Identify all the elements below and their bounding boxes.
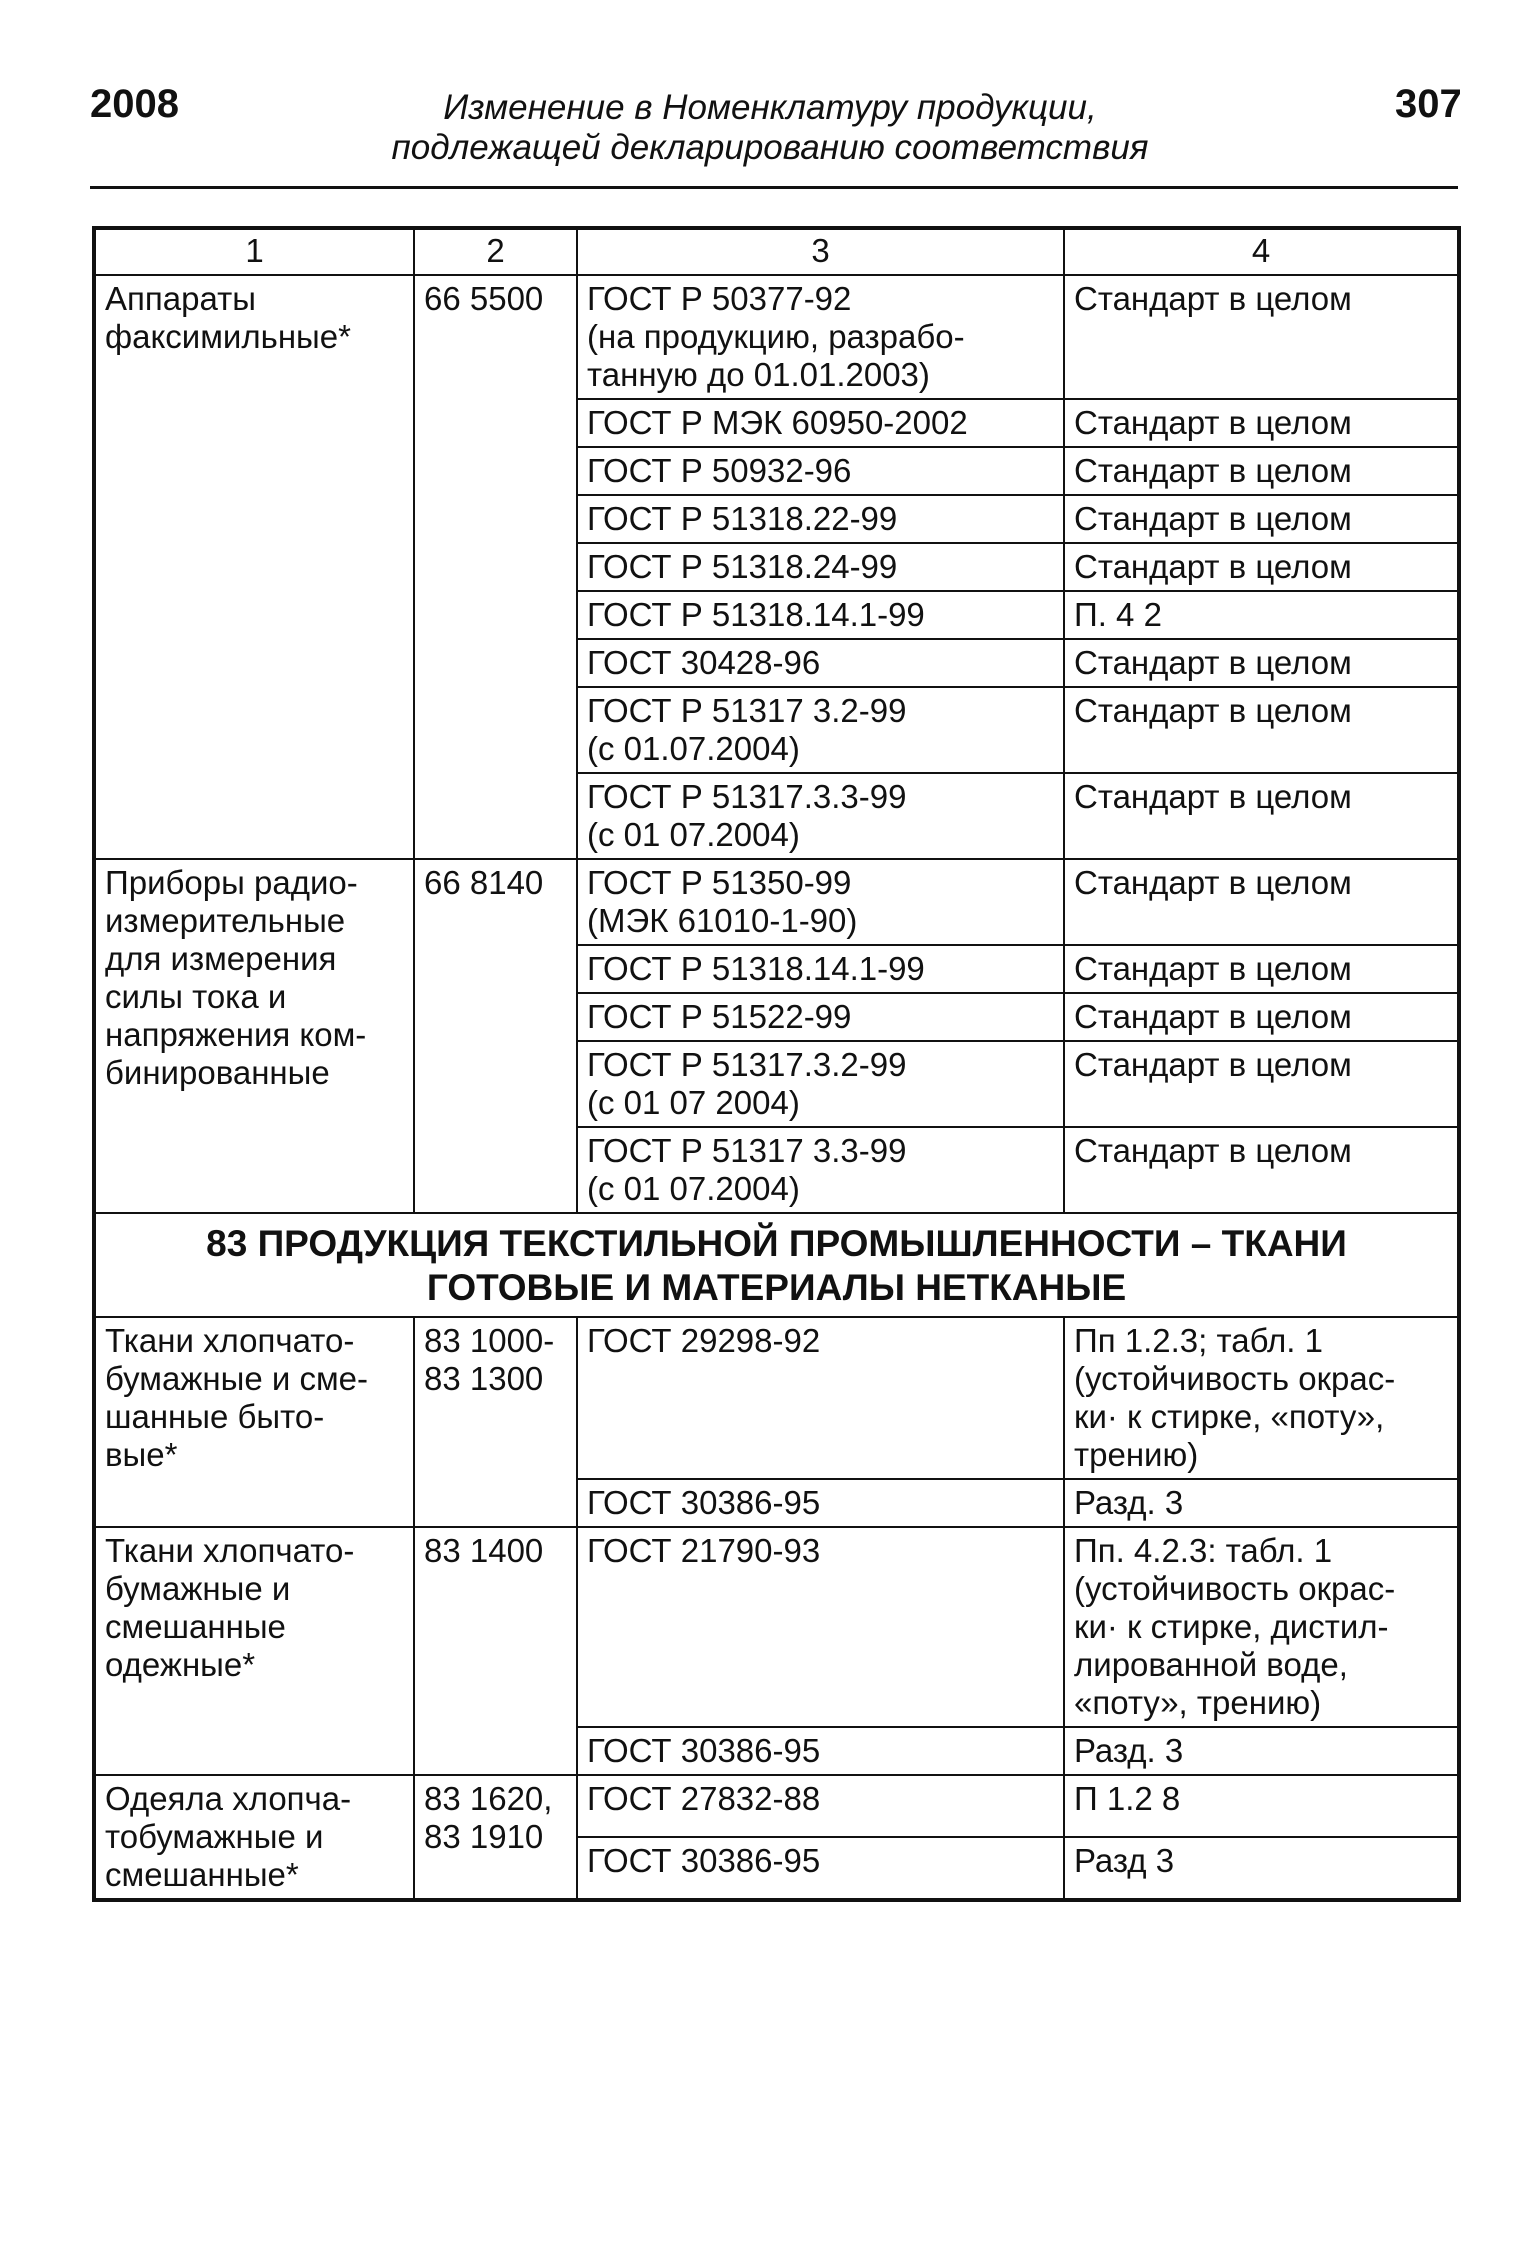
standard-cell: ГОСТ 21790-93 [577, 1527, 1064, 1727]
standard-cell: ГОСТ Р 51318.14.1-99 [577, 591, 1064, 639]
standard-cell: ГОСТ Р 51350-99 (МЭК 61010-1-90) [577, 859, 1064, 945]
table-row [94, 1527, 1459, 1727]
header-divider [90, 186, 1458, 189]
scope-cell: Стандарт в целом [1064, 773, 1459, 859]
product-code-cell: 83 1620, 83 1910 [414, 1775, 577, 1900]
standard-cell: ГОСТ Р 50932-96 [577, 447, 1064, 495]
table-row [94, 1317, 1459, 1479]
scope-cell: Стандарт в целом [1064, 543, 1459, 591]
page-title [300, 88, 1240, 168]
standard-cell: ГОСТ Р 51317.3.2-99 (с 01 07 2004) [577, 1041, 1064, 1127]
scope-cell: П 1.2 8 [1064, 1775, 1459, 1837]
standard-cell: ГОСТ Р МЭК 60950-2002 [577, 399, 1064, 447]
section-heading [94, 1213, 1459, 1317]
scope-cell: Разд 3 [1064, 1837, 1459, 1900]
header-year: 2008 [90, 82, 179, 126]
scope-cell: Стандарт в целом [1064, 399, 1459, 447]
table-row [94, 859, 1459, 945]
product-code-cell: 83 1000- 83 1300 [414, 1317, 577, 1527]
column-number: 1 [94, 228, 414, 275]
scope-cell: Стандарт в целом [1064, 495, 1459, 543]
product-name-cell: Одеяла хлопча- тобумажные и смешанные* [94, 1775, 414, 1900]
nomenclature-table [92, 226, 1461, 1902]
standard-cell: ГОСТ 27832-88 [577, 1775, 1064, 1837]
scope-cell: Стандарт в целом [1064, 275, 1459, 399]
standard-cell: ГОСТ Р 51318.22-99 [577, 495, 1064, 543]
page-title-line-1: Изменение в Номенклатуру продукции, [443, 88, 1097, 127]
section-heading-row [94, 1213, 1459, 1317]
table-row [94, 1775, 1459, 1837]
scope-cell: Стандарт в целом [1064, 1041, 1459, 1127]
scope-cell: Пп 1.2.3; табл. 1 (устойчивость окрас- ки· к стирке, «поту», трению) [1064, 1317, 1459, 1479]
product-name-cell: Приборы радио- измерительные для измерения силы тока и напряжения ком- бинированные [94, 859, 414, 1213]
scope-cell: Стандарт в целом [1064, 1127, 1459, 1213]
standard-cell: ГОСТ Р 51317 3.3-99 (с 01 07.2004) [577, 1127, 1064, 1213]
product-name-cell: Ткани хлопчато- бумажные и сме- шанные быто- вые* [94, 1317, 414, 1527]
column-number: 3 [577, 228, 1064, 275]
product-code-cell: 66 5500 [414, 275, 577, 859]
column-number: 4 [1064, 228, 1459, 275]
product-name-cell: Ткани хлопчато- бумажные и смешанные одежные* [94, 1527, 414, 1775]
standard-cell: ГОСТ Р 51318.14.1-99 [577, 945, 1064, 993]
scope-cell: Стандарт в целом [1064, 859, 1459, 945]
standard-cell: ГОСТ Р 51522-99 [577, 993, 1064, 1041]
scope-cell: Разд. 3 [1064, 1727, 1459, 1775]
scope-cell: Разд. 3 [1064, 1479, 1459, 1527]
standard-cell: ГОСТ 30428-96 [577, 639, 1064, 687]
product-name-cell: Аппараты факсимильные* [94, 275, 414, 859]
scope-cell: Стандарт в целом [1064, 945, 1459, 993]
standard-cell: ГОСТ Р 51318.24-99 [577, 543, 1064, 591]
standard-cell: ГОСТ 30386-95 [577, 1727, 1064, 1775]
standard-cell: ГОСТ 29298-92 [577, 1317, 1064, 1479]
standard-cell: ГОСТ Р 51317.3.3-99 (с 01 07.2004) [577, 773, 1064, 859]
standard-cell: ГОСТ Р 51317 3.2-99 (с 01.07.2004) [577, 687, 1064, 773]
standard-cell: ГОСТ Р 50377-92 (на продукцию, разрабо- танную до 01.01.2003) [577, 275, 1064, 399]
table-row [94, 275, 1459, 399]
standard-cell: ГОСТ 30386-95 [577, 1837, 1064, 1900]
section-heading-line-1: 83 ПРОДУКЦИЯ ТЕКСТИЛЬНОЙ ПРОМЫШЛЕННОСТИ – ТКАНИ [206, 1223, 1347, 1264]
scope-cell: Стандарт в целом [1064, 447, 1459, 495]
scope-cell: Пп. 4.2.3: табл. 1 (устойчивость окрас- ки· к стирке, дистил- лированной воде, «поту», трению) [1064, 1527, 1459, 1727]
product-code-cell: 83 1400 [414, 1527, 577, 1775]
product-code-cell: 66 8140 [414, 859, 577, 1213]
standard-cell: ГОСТ 30386-95 [577, 1479, 1064, 1527]
column-number-row [94, 228, 1459, 275]
scope-cell: Стандарт в целом [1064, 687, 1459, 773]
scope-cell: П. 4 2 [1064, 591, 1459, 639]
page-title-line-2: подлежащей декларированию соответствия [391, 128, 1149, 167]
section-heading-line-2: ГОТОВЫЕ И МАТЕРИАЛЫ НЕТКАНЫЕ [426, 1267, 1127, 1308]
scope-cell: Стандарт в целом [1064, 993, 1459, 1041]
column-number: 2 [414, 228, 577, 275]
scope-cell: Стандарт в целом [1064, 639, 1459, 687]
page-number: 307 [1395, 82, 1462, 126]
